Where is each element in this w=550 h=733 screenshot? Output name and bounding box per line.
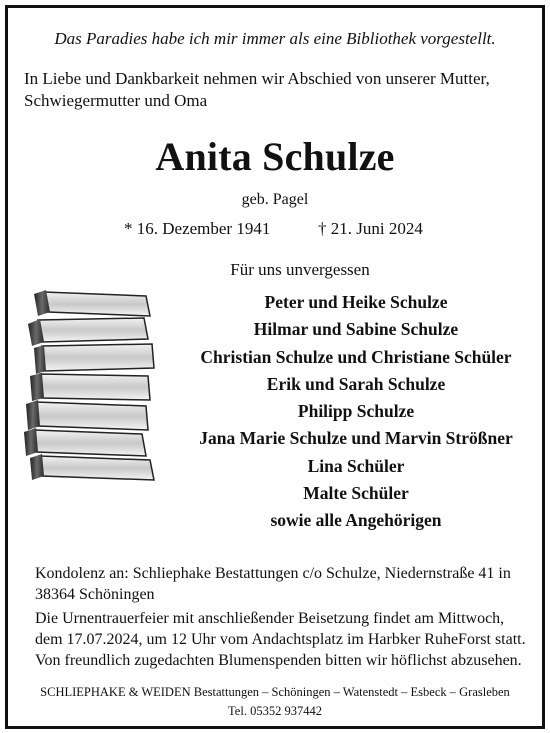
mourner-line: Erik und Sarah Schulze xyxy=(266,373,446,394)
funeral-home-footer xyxy=(8,683,542,721)
book-stack-icon xyxy=(22,284,162,484)
mourner-line: Hilmar und Sabine Schulze xyxy=(253,319,459,340)
unforgotten-line: Für uns unvergessen xyxy=(230,260,370,279)
mourner-line: Jana Marie Schulze und Marvin Strößner xyxy=(199,428,513,449)
ceremony-info: Die Urnentrauerfeier mit anschließender Beisetzung findet am Mittwoch, dem 17.07.2024, um 12 Uhr vom Andachtsplatz im Harbker RuheForst statt. Von freundlich zugedachten Blumenspenden bitten wir höflichst abzusehen. xyxy=(35,610,526,669)
mourners-list xyxy=(168,289,544,535)
mourner-line: Malte Schüler xyxy=(303,483,409,504)
mourner-line: Lina Schüler xyxy=(307,455,405,476)
obituary-notice xyxy=(5,5,545,729)
funeral-home-phone: Tel. 05352 937442 xyxy=(228,704,322,718)
funeral-home-name: SCHLIEPHAKE & WEIDEN Bestattungen – Schöningen – Watenstedt – Esbeck – Grasleben xyxy=(40,685,510,699)
intro-text: In Liebe und Dankbarkeit nehmen wir Abschied von unserer Mutter, Schwiegermutter und Oma xyxy=(24,69,490,110)
birth-name: geb. Pagel xyxy=(241,191,309,208)
death-date: † 21. Juni 2024 xyxy=(318,219,423,238)
birth-date: * 16. Dezember 1941 xyxy=(124,219,271,238)
condolence-address: Kondolenz an: Schliephake Bestattungen c/o Schulze, Niedernstraße 41 in 38364 Schöningen xyxy=(35,565,511,603)
deceased-name: Anita Schulze xyxy=(155,134,395,179)
mourner-line: sowie alle Angehörigen xyxy=(270,510,442,531)
mourner-line: Philipp Schulze xyxy=(297,401,415,422)
mourner-line: Christian Schulze und Christiane Schüler xyxy=(200,346,512,367)
mourner-line: Peter und Heike Schulze xyxy=(264,292,448,312)
motto-quote: Das Paradies habe ich mir immer als eine Bibliothek vorgestellt. xyxy=(54,29,496,48)
